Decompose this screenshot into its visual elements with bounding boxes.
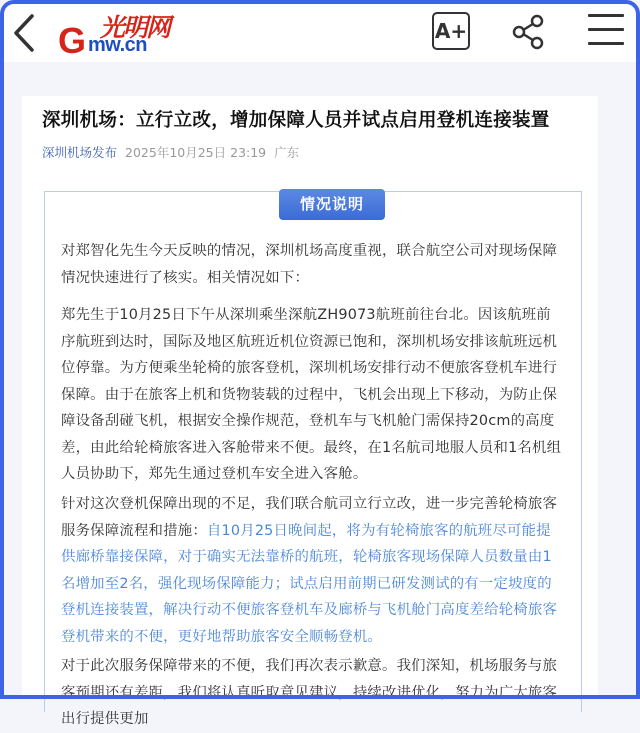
notice-title-badge: 情况说明 — [279, 189, 385, 220]
top-bar — [4, 4, 636, 62]
article-card — [22, 96, 598, 727]
notice-box — [44, 191, 582, 727]
article-title: 深圳机场：立行立改，增加保障人员并试点启用登机连接装置 — [42, 110, 550, 131]
article-meta — [42, 143, 299, 161]
paragraph-apology: 对于此次服务保障带来的不便，我们再次表示歉意。我们深知，机场服务与旅客预期还有差距，我们将认真听取意见建议，持续改进优化，努力为广大旅客出行提供更加 — [61, 658, 558, 727]
gmw-logo[interactable] — [58, 10, 188, 61]
paragraph-details: 郑先生于10月25日下午从深圳乘坐深航ZH9073航班前往台北。因该航班前序航班到达时，国际及地区航班近机位资源已饱和，深圳机场安排该航班远机位停靠。为方便乘坐轮椅的旅客登机，深圳机场安排行动不便旅客登机车进行保障。由于在旅客上机和货物装载的过程中，飞机会出现上下移动，为防止保障设备刮碰飞机，根据安全操作规范，登机车与飞机舱门需保持20cm的高度差，由此给轮椅旅客进入客舱带来不便。最终，在1名航司地服人员和1名机组人员协助下，郑先生通过登机车安全进入客舱。 — [61, 307, 562, 482]
article-datetime: 2025年10月25日 23:19 — [125, 145, 267, 160]
back-icon[interactable] — [10, 12, 40, 54]
menu-icon[interactable] — [588, 14, 624, 50]
measures-highlight-text: 自10月25日晚间起，将为有轮椅旅客的航班尽可能提供廊桥靠接保障，对于确实无法靠桥的航班，轮椅旅客现场保障人员数量由1名增加至2名，强化现场保障能力；试点启用前期已研发测试的有一定坡度的登机连接装置，解决行动不便旅客登机车及廊桥与飞机舱门高度差给轮椅旅客登机带来的不便，更好地帮助旅客安全顺畅登机。 — [61, 522, 558, 645]
menu-line — [588, 42, 624, 45]
font-size-button[interactable]: A+ — [432, 12, 470, 50]
logo-g-letter: G — [58, 20, 87, 61]
article-source[interactable]: 深圳机场发布 — [42, 145, 118, 160]
logo-domain-text: mw.cn — [88, 34, 147, 56]
menu-line — [588, 28, 624, 31]
paragraph-measures — [61, 491, 565, 650]
paragraph-intro: 对郑智化先生今天反映的情况，深圳机场高度重视，联合航空公司对现场保障情况快速进行了核实。相关情况如下： — [61, 243, 558, 286]
menu-line — [588, 14, 624, 17]
logo-chinese-text: 光明网 — [100, 13, 170, 42]
article-location: 广东 — [274, 145, 300, 160]
share-icon[interactable] — [510, 12, 546, 52]
measures-intro-text: 针对这次登机保障出现的不足，我们联合航司立行立改，进一步完善轮椅旅客服务保障流程和措施： — [61, 496, 558, 539]
